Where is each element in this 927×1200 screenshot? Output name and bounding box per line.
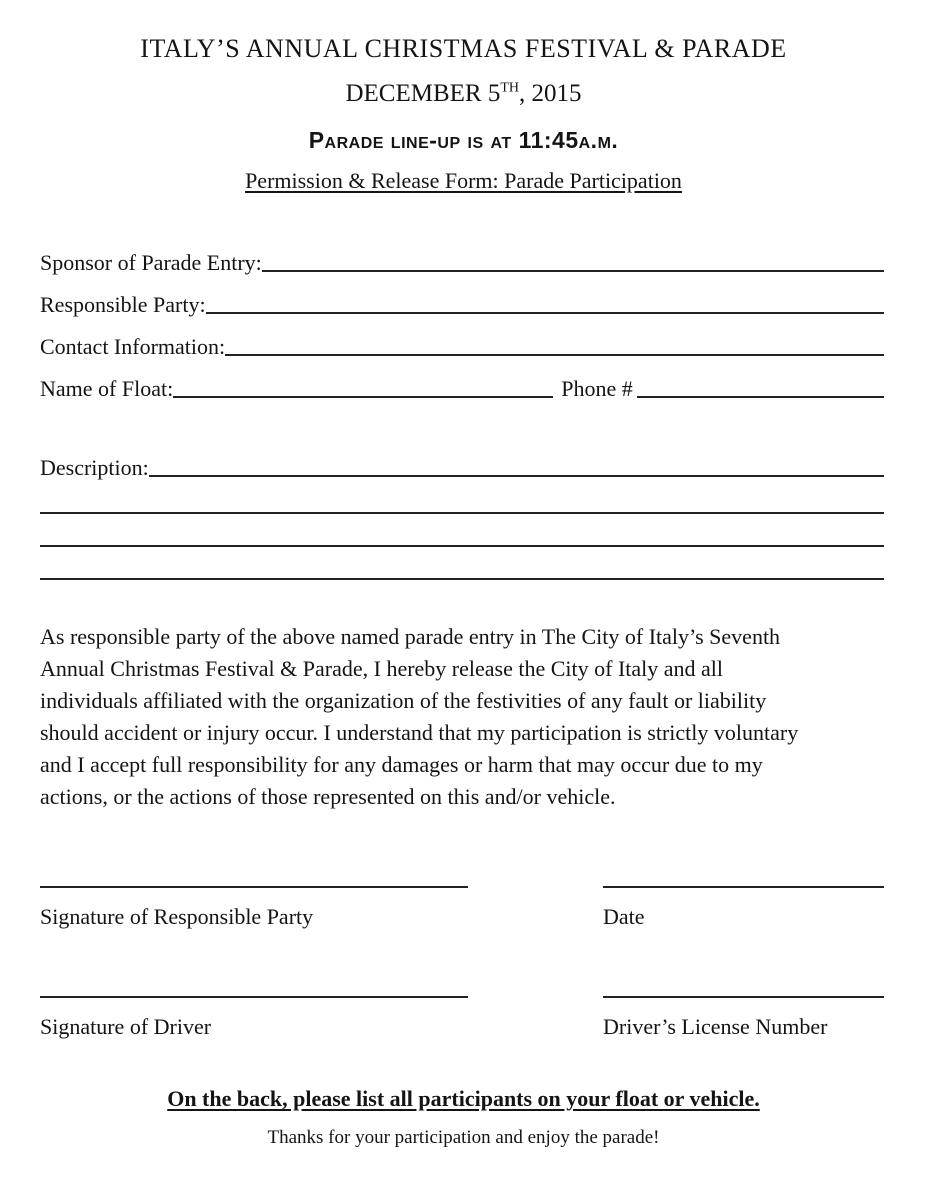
description-blank-line-3 bbox=[40, 514, 884, 547]
description-label: Description: bbox=[40, 455, 149, 480]
lineup-time-note: Parade line-up is at 11:45a.m. bbox=[308, 127, 619, 153]
license-number-label: Driver’s License Number bbox=[603, 1014, 828, 1039]
field-float-and-phone bbox=[40, 360, 884, 402]
driver-signature-label: Signature of Driver bbox=[40, 1014, 212, 1039]
field-sponsor bbox=[40, 234, 884, 276]
release-line: Annual Christmas Festival & Parade, I hereby release the City of Italy and all bbox=[40, 656, 724, 681]
document-title: ITALY’S ANNUAL CHRISTMAS FESTIVAL & PARADE bbox=[140, 34, 787, 63]
sponsor-label: Sponsor of Parade Entry: bbox=[40, 250, 262, 275]
release-line: individuals affiliated with the organization of the festivities of any fault or liability bbox=[40, 688, 767, 713]
float-name-label: Name of Float: bbox=[40, 376, 174, 401]
phone-label: Phone # bbox=[561, 376, 633, 401]
date-block bbox=[603, 886, 884, 931]
form-title: Permission & Release Form: Parade Participation bbox=[245, 168, 682, 193]
release-line: should accident or injury occur. I understand that my participation is strictly voluntary bbox=[40, 720, 799, 745]
date-line bbox=[603, 886, 884, 888]
date-label: Date bbox=[603, 904, 645, 929]
field-contact-information bbox=[40, 318, 884, 360]
field-responsible-party bbox=[40, 276, 884, 318]
back-note: On the back, please list all participants on your float or vehicle. bbox=[167, 1086, 760, 1111]
responsible-signature-label: Signature of Responsible Party bbox=[40, 904, 314, 929]
responsible-signature-block bbox=[40, 886, 468, 931]
sponsor-blank-line bbox=[262, 270, 884, 272]
responsible-party-blank-line bbox=[206, 312, 884, 314]
date-year: , 2015 bbox=[519, 80, 582, 107]
signature-row-driver bbox=[40, 996, 884, 1041]
responsible-signature-line bbox=[40, 886, 468, 888]
phone-blank-line bbox=[637, 396, 884, 398]
date-day: DECEMBER 5 bbox=[345, 80, 501, 107]
driver-signature-block bbox=[40, 996, 468, 1041]
contact-information-label: Contact Information: bbox=[40, 334, 226, 359]
driver-signature-line bbox=[40, 996, 468, 998]
license-number-line bbox=[603, 996, 884, 998]
release-line: As responsible party of the above named parade entry in The City of Italy’s Seventh bbox=[40, 624, 781, 649]
release-line: actions, or the actions of those represented on this and/or vehicle. bbox=[40, 784, 616, 809]
release-paragraph bbox=[40, 621, 884, 813]
signature-row-responsible bbox=[40, 886, 884, 931]
description-section bbox=[40, 439, 884, 580]
description-blank-line bbox=[149, 475, 884, 477]
field-description bbox=[40, 439, 884, 481]
event-date bbox=[0, 79, 927, 109]
form-fields bbox=[40, 234, 884, 402]
description-blank-line-2 bbox=[40, 481, 884, 514]
date-ordinal-suffix: TH bbox=[500, 80, 520, 96]
release-line: and I accept full responsibility for any damages or harm that may occur due to my bbox=[40, 752, 763, 777]
contact-information-blank-line bbox=[225, 354, 884, 356]
responsible-party-label: Responsible Party: bbox=[40, 292, 206, 317]
thanks-note: Thanks for your participation and enjoy the parade! bbox=[267, 1127, 660, 1148]
signature-section bbox=[40, 886, 884, 1041]
license-number-block bbox=[603, 996, 884, 1041]
float-name-blank-line bbox=[173, 396, 553, 398]
description-blank-line-4 bbox=[40, 547, 884, 580]
